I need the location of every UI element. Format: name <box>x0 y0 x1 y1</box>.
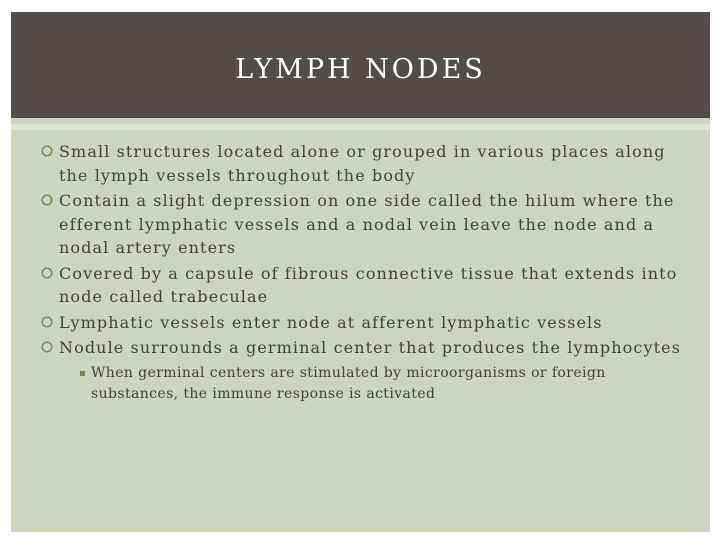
slide-title: LYMPH NODES <box>235 54 486 85</box>
title-divider <box>11 124 710 130</box>
circle-bullet-icon <box>41 316 53 328</box>
bullet-item <box>41 336 691 360</box>
bullet-text: Covered by a capsule of fibrous connective tissue that extends into node called trabeculae <box>59 263 678 306</box>
bullet-item <box>41 140 691 187</box>
title-band <box>11 12 710 118</box>
slide <box>11 12 710 532</box>
circle-bullet-icon <box>41 145 53 157</box>
bullet-text: Lymphatic vessels enter node at afferent lymphatic vessels <box>59 312 603 332</box>
bullet-item <box>41 262 691 309</box>
bullet-item <box>41 311 691 335</box>
bullet-text: Contain a slight depression on one side called the hilum where the efferent lymphatic vessels and a nodal vein leave the node and a nodal artery enters <box>59 191 675 257</box>
bullet-text: Nodule surrounds a germinal center that produces the lymphocytes <box>59 338 682 357</box>
sub-bullet-list <box>80 363 660 405</box>
sub-bullet-item <box>80 363 660 405</box>
slide-body <box>41 140 691 405</box>
bullet-item <box>41 189 691 260</box>
circle-bullet-icon <box>41 341 53 353</box>
bullet-text: Small structures located alone or grouped in various places along the lymph vessels throughout the body <box>59 142 666 185</box>
circle-bullet-icon <box>41 267 53 279</box>
square-bullet-icon <box>80 371 85 376</box>
sub-bullet-text: When germinal centers are stimulated by microorganisms or foreign substances, the immune response is activated <box>91 364 606 402</box>
circle-bullet-icon <box>41 194 53 206</box>
